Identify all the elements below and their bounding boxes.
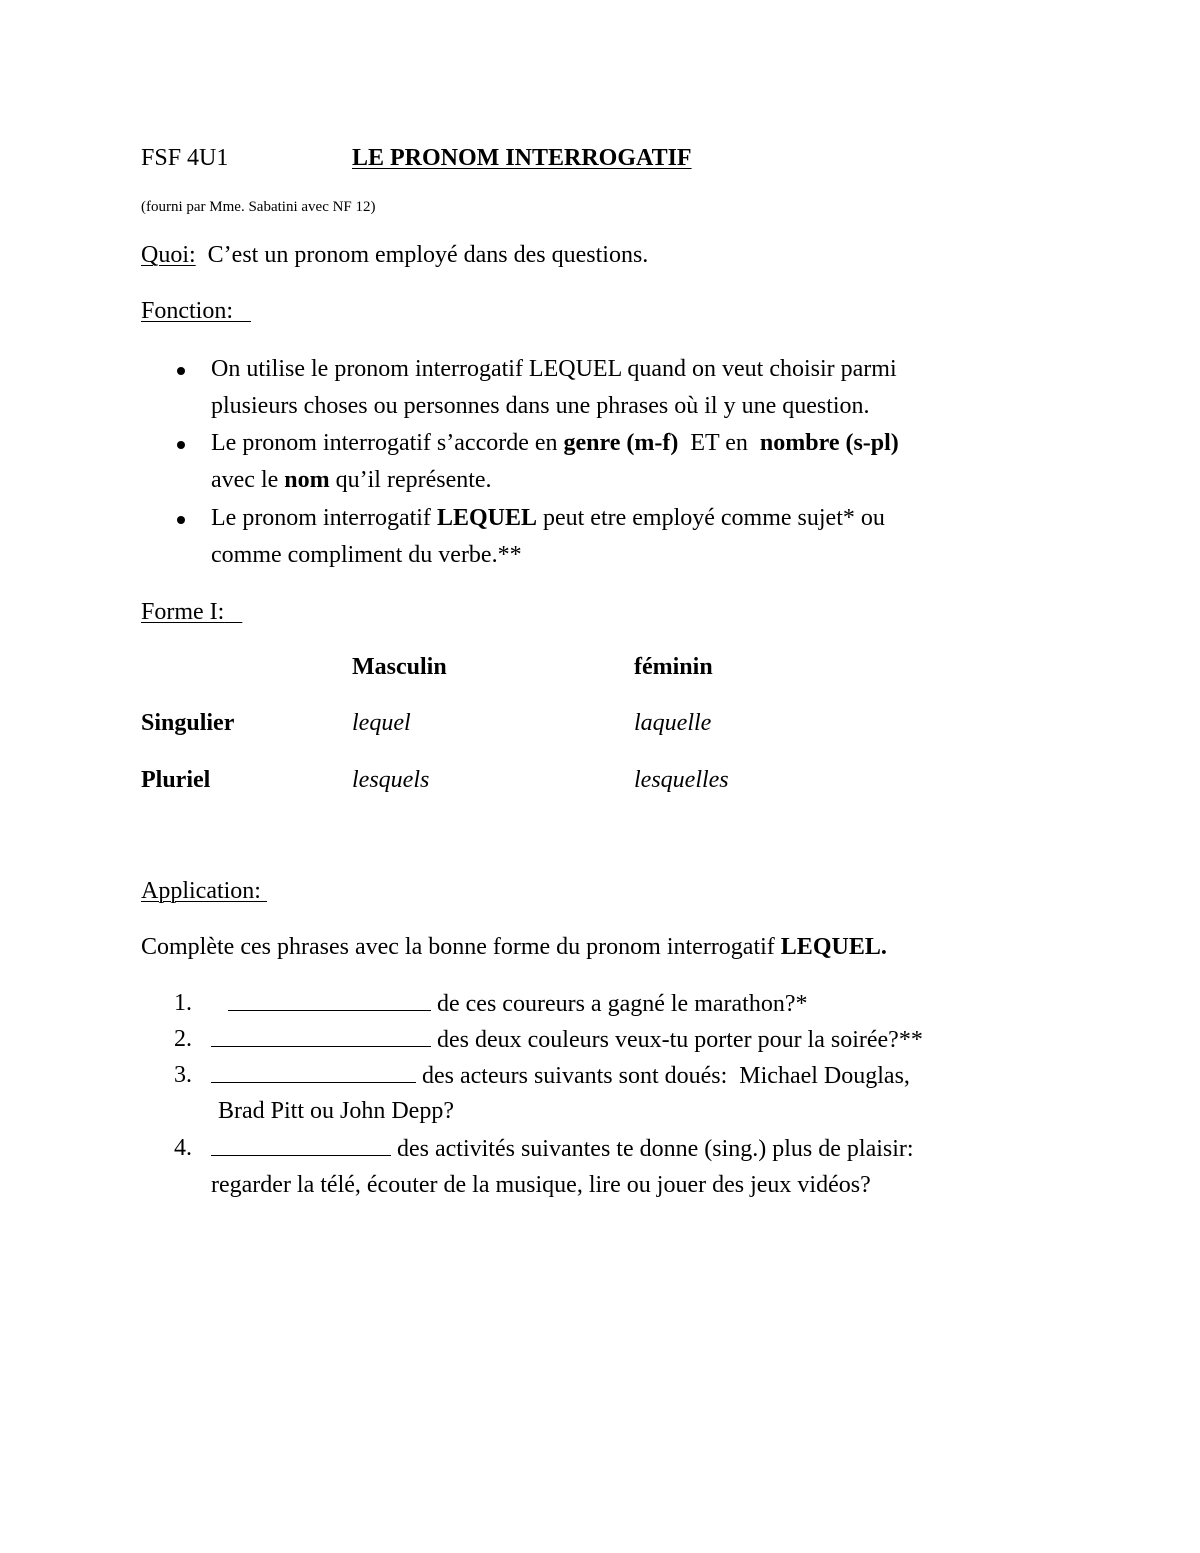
fonction-label: Fonction: — [141, 298, 234, 324]
item-line-2: Brad Pitt ou John Depp? — [218, 1098, 454, 1124]
bullet-dot-icon — [177, 441, 185, 449]
item-number: 2. — [174, 1026, 192, 1052]
item-line: des acteurs suivants sont doués: Michael Douglas, — [211, 1060, 910, 1091]
quoi-line — [141, 240, 648, 270]
bullet-dot-icon — [177, 516, 185, 524]
cell-pluriel-fem: lesquelles — [634, 767, 729, 793]
bullet-line: Le pronom interrogatif LEQUEL peut etre employé comme sujet* ou — [211, 505, 885, 531]
bullet-line: plusieurs choses ou personnes dans une phrases où il y une question. — [211, 393, 870, 419]
quoi-label: Quoi: — [141, 242, 196, 268]
application-label: Application: — [141, 878, 261, 904]
item-line: des deux couleurs veux-tu porter pour la soirée?** — [211, 1024, 923, 1055]
application-instruction: Complète ces phrases avec la bonne forme du pronom interrogatif LEQUEL. — [141, 934, 887, 960]
bullet-line: On utilise le pronom interrogatif LEQUEL quand on veut choisir parmi — [211, 356, 897, 382]
row-label-singulier: Singulier — [141, 710, 235, 736]
answer-blank[interactable] — [211, 1024, 431, 1047]
bullet-line: comme compliment du verbe.** — [211, 542, 522, 568]
row-label-pluriel: Pluriel — [141, 767, 211, 793]
cell-pluriel-masc: lesquels — [352, 767, 430, 793]
col-header-feminin: féminin — [634, 654, 713, 680]
answer-blank[interactable] — [211, 1133, 391, 1156]
item-number: 4. — [174, 1135, 192, 1161]
answer-blank[interactable] — [228, 988, 431, 1011]
page-title: LE PRONOM INTERROGATIF — [352, 145, 692, 171]
cell-singulier-masc: lequel — [352, 710, 411, 736]
item-line: de ces coureurs a gagné le marathon?* — [228, 988, 808, 1019]
col-header-masculin: Masculin — [352, 654, 447, 680]
forme-label: Forme I: — [141, 599, 225, 625]
course-code: FSF 4U1 — [141, 145, 229, 171]
source-note: (fourni par Mme. Sabatini avec NF 12) — [141, 199, 376, 215]
bullet-line: avec le nom qu’il représente. — [211, 467, 492, 493]
bullet-line: Le pronom interrogatif s’accorde en genre (m-f) ET en nombre (s-pl) — [211, 430, 899, 456]
item-line-2: regarder la télé, écouter de la musique, lire ou jouer des jeux vidéos? — [211, 1172, 871, 1198]
answer-blank[interactable] — [211, 1060, 416, 1083]
item-line: des activités suivantes te donne (sing.) plus de plaisir: — [211, 1133, 914, 1164]
item-number: 1. — [174, 990, 192, 1016]
cell-singulier-fem: laquelle — [634, 710, 712, 736]
item-number: 3. — [174, 1062, 192, 1088]
quoi-text: C’est un pronom employé dans des questions. — [207, 242, 649, 268]
bullet-dot-icon — [177, 367, 185, 375]
